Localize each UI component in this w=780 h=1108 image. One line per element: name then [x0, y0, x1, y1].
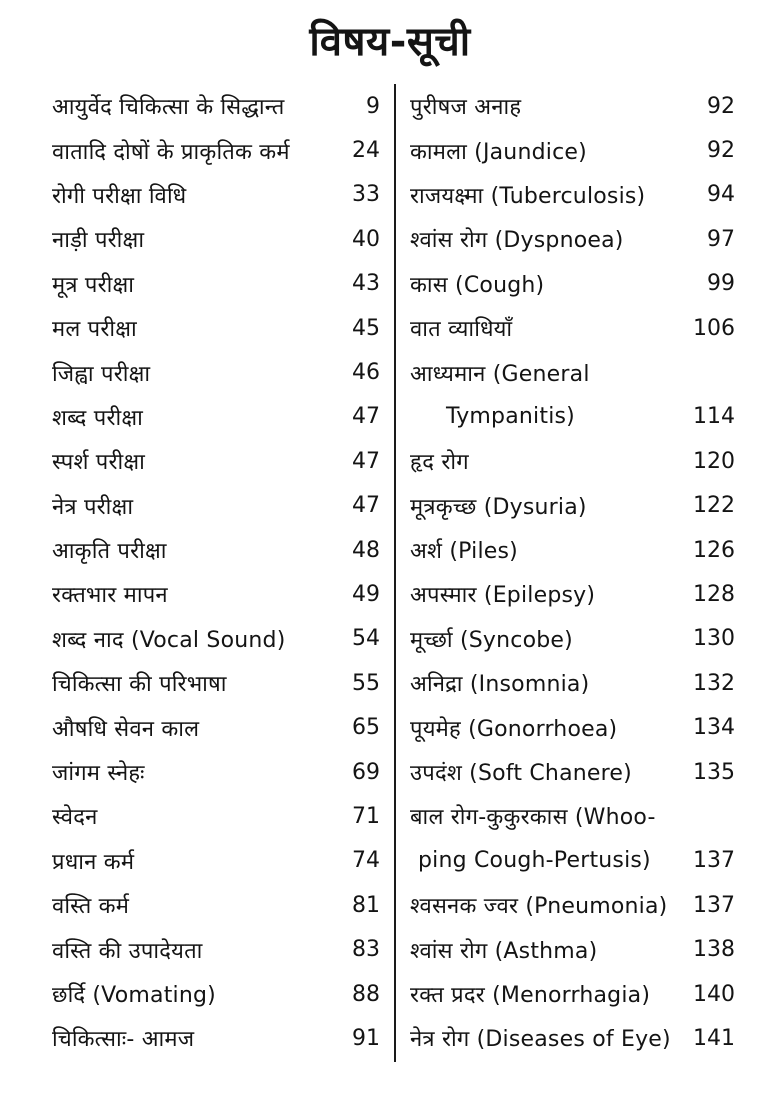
toc-entry — [52, 439, 380, 483]
toc-entry-topic: जिह्वा परीक्षा — [52, 361, 151, 387]
toc-entry-page: 128 — [693, 581, 735, 607]
toc-entry-topic: स्पर्श परीक्षा — [52, 450, 146, 476]
toc-entry — [410, 262, 735, 306]
toc-entry-topic: श्वांस रोग (Dyspnoea) — [410, 228, 624, 254]
toc-entry-topic: आकृति परीक्षा — [52, 539, 167, 565]
toc-entry — [52, 306, 380, 350]
toc-entry-topic: चिकित्सा की परिभाषा — [52, 672, 227, 698]
toc-entry-topic: नेत्र रोग (Diseases of Eye) — [410, 1027, 671, 1053]
toc-entry — [52, 528, 380, 572]
toc-entry — [410, 927, 735, 971]
toc-entry — [52, 1016, 380, 1060]
toc-entry-topic: अर्श (Piles) — [410, 539, 518, 565]
toc-entry-page: 81 — [352, 892, 380, 918]
toc-entry-topic: रक्तभार मापन — [52, 583, 168, 609]
toc-entry — [52, 972, 380, 1016]
toc-entry — [410, 750, 735, 794]
toc-entry-topic: श्वांस रोग (Asthma) — [410, 938, 598, 964]
toc-entry — [410, 217, 735, 261]
toc-entry-page: 9 — [366, 93, 380, 119]
toc-entry-page: 134 — [693, 715, 735, 741]
toc-entry — [52, 84, 380, 128]
toc-entry-topic: शब्द नाद (Vocal Sound) — [52, 627, 286, 653]
toc-entry-topic: मूत्र परीक्षा — [52, 272, 135, 298]
toc-entry-topic: रक्त प्रदर (Menorrhagia) — [410, 983, 651, 1008]
toc-entry — [410, 572, 735, 616]
page-title: विषय-सूची — [309, 19, 471, 65]
toc-entry — [410, 661, 735, 705]
toc-entry-page: 54 — [352, 626, 380, 652]
toc-entry-page: 48 — [352, 537, 380, 563]
toc-entry-page: 106 — [693, 315, 735, 341]
toc-entry — [52, 661, 380, 705]
toc-entry — [52, 617, 380, 661]
toc-entry-topic: कास (Cough) — [410, 272, 545, 298]
toc-entry-topic: जांगम स्नेहः — [52, 761, 145, 787]
toc-entry — [410, 439, 735, 483]
toc-entry-topic: श्वसनक ज्वर (Pneumonia) — [410, 894, 668, 920]
toc-entry-topic: औषधि सेवन काल — [52, 716, 200, 742]
toc-entry — [410, 395, 735, 439]
toc-entry — [410, 972, 735, 1016]
toc-entry-page: 137 — [693, 848, 735, 874]
toc-entry-page: 135 — [693, 759, 735, 785]
toc-entry-topic: पुरीषज अनाह — [410, 95, 522, 121]
toc-entry — [410, 484, 735, 528]
toc-entry-topic: उपदंश (Soft Chanere) — [410, 761, 632, 787]
toc-entry — [410, 617, 735, 661]
toc-entry — [410, 883, 735, 927]
toc-entry-page: 92 — [707, 138, 735, 164]
toc-entry — [52, 484, 380, 528]
toc-entry — [410, 306, 735, 350]
toc-entry-topic: वातादि दोषों के प्राकृतिक कर्म — [52, 139, 290, 165]
toc-entry-page: 94 — [707, 182, 735, 208]
toc-entry — [410, 84, 735, 128]
toc-entry-topic: प्रधान कर्म — [52, 849, 135, 875]
toc-entry-page: 69 — [352, 759, 380, 785]
toc-entry-page: 47 — [352, 493, 380, 519]
column-divider — [394, 84, 396, 1062]
toc-entry-topic: चिकित्साः- आमज — [52, 1027, 195, 1053]
toc-entry-page: 33 — [352, 182, 380, 208]
toc-entry-page: 47 — [352, 448, 380, 474]
toc-entry-topic: छर्दि (Vomating) — [52, 983, 216, 1008]
toc-entry-page: 47 — [352, 404, 380, 430]
toc-entry-page: 114 — [693, 404, 735, 430]
toc-entry-page: 92 — [707, 93, 735, 119]
toc-entry-page: 120 — [693, 448, 735, 474]
toc-entry-topic: नेत्र परीक्षा — [52, 494, 134, 520]
toc-entry-page: 49 — [352, 581, 380, 607]
toc-entry — [410, 128, 735, 172]
toc-entry-page: 132 — [693, 670, 735, 696]
toc-left-column — [52, 84, 380, 1061]
toc-entry-topic: हृद रोग — [410, 450, 469, 476]
toc-entry — [52, 883, 380, 927]
toc-entry — [410, 839, 735, 883]
toc-entry-topic: कामला (Jaundice) — [410, 139, 587, 165]
toc-entry-page: 97 — [707, 226, 735, 252]
toc-entry-topic: वात व्याधियाँ — [410, 317, 513, 343]
toc-entry-page: 71 — [352, 803, 380, 829]
toc-entry-topic: रोगी परीक्षा विधि — [52, 183, 187, 209]
toc-entry-page: 40 — [352, 226, 380, 252]
toc-entry-topic: आयुर्वेद चिकित्सा के सिद्धान्त — [52, 95, 285, 121]
toc-entry-topic: वस्ति की उपादेयता — [52, 938, 203, 964]
toc-entry-topic: पूयमेह (Gonorrhoea) — [410, 716, 618, 742]
toc-entry-topic: अनिद्रा (Insomnia) — [410, 672, 590, 698]
toc-entry-page: 137 — [693, 892, 735, 918]
toc-entry — [52, 705, 380, 749]
toc-entry — [410, 794, 735, 838]
toc-entry-page: 83 — [352, 937, 380, 963]
toc-entry — [52, 217, 380, 261]
toc-right-column — [410, 84, 735, 1061]
toc-entry-topic: मूर्च्छा (Syncobe) — [410, 627, 573, 653]
toc-entry-topic: अपस्मार (Epilepsy) — [410, 583, 596, 609]
toc-entry-topic: आध्यमान (General — [410, 361, 590, 387]
toc-entry — [52, 128, 380, 172]
toc-entry-topic: मल परीक्षा — [52, 317, 137, 343]
toc-entry — [410, 1016, 735, 1060]
toc-entry — [52, 395, 380, 439]
toc-entry-page: 122 — [693, 493, 735, 519]
toc-entry-page: 141 — [693, 1025, 735, 1051]
toc-entry — [52, 794, 380, 838]
toc-entry — [52, 262, 380, 306]
toc-entry-page: 91 — [352, 1025, 380, 1051]
toc-entry-page: 130 — [693, 626, 735, 652]
toc-entry — [52, 350, 380, 394]
toc-entry — [52, 173, 380, 217]
toc-entry-topic: राजयक्ष्मा (Tuberculosis) — [410, 183, 646, 209]
toc-entry-page: 126 — [693, 537, 735, 563]
toc-entry-page: 99 — [707, 271, 735, 297]
toc-entry-topic: बाल रोग-कुकुरकास (Whoo- — [410, 805, 656, 831]
toc-entry-page: 140 — [693, 981, 735, 1007]
toc-entry-page: 88 — [352, 981, 380, 1007]
toc-entry-topic: स्वेदन — [52, 805, 98, 831]
toc-entry — [410, 528, 735, 572]
toc-entry-page: 74 — [352, 848, 380, 874]
toc-entry-page: 43 — [352, 271, 380, 297]
toc-entry — [52, 927, 380, 971]
toc-entry-page: 45 — [352, 315, 380, 341]
toc-entry — [52, 750, 380, 794]
toc-entry — [52, 572, 380, 616]
toc-entry-topic: Tympanitis) — [446, 404, 575, 430]
toc-entry-page: 55 — [352, 670, 380, 696]
toc-entry — [410, 173, 735, 217]
toc-entry-topic: मूत्रकृच्छ (Dysuria) — [410, 494, 587, 520]
toc-entry-topic: वस्ति कर्म — [52, 894, 130, 920]
toc-entry-topic: नाड़ी परीक्षा — [52, 228, 145, 254]
toc-entry-topic: ping Cough-Pertusis) — [418, 848, 651, 874]
toc-entry — [410, 705, 735, 749]
toc-entry — [410, 350, 735, 394]
toc-entry-page: 65 — [352, 715, 380, 741]
toc-entry-page: 46 — [352, 360, 380, 386]
toc-entry-page: 138 — [693, 937, 735, 963]
toc-entry-page: 24 — [352, 138, 380, 164]
toc-entry-topic: शब्द परीक्षा — [52, 405, 144, 431]
toc-entry — [52, 839, 380, 883]
